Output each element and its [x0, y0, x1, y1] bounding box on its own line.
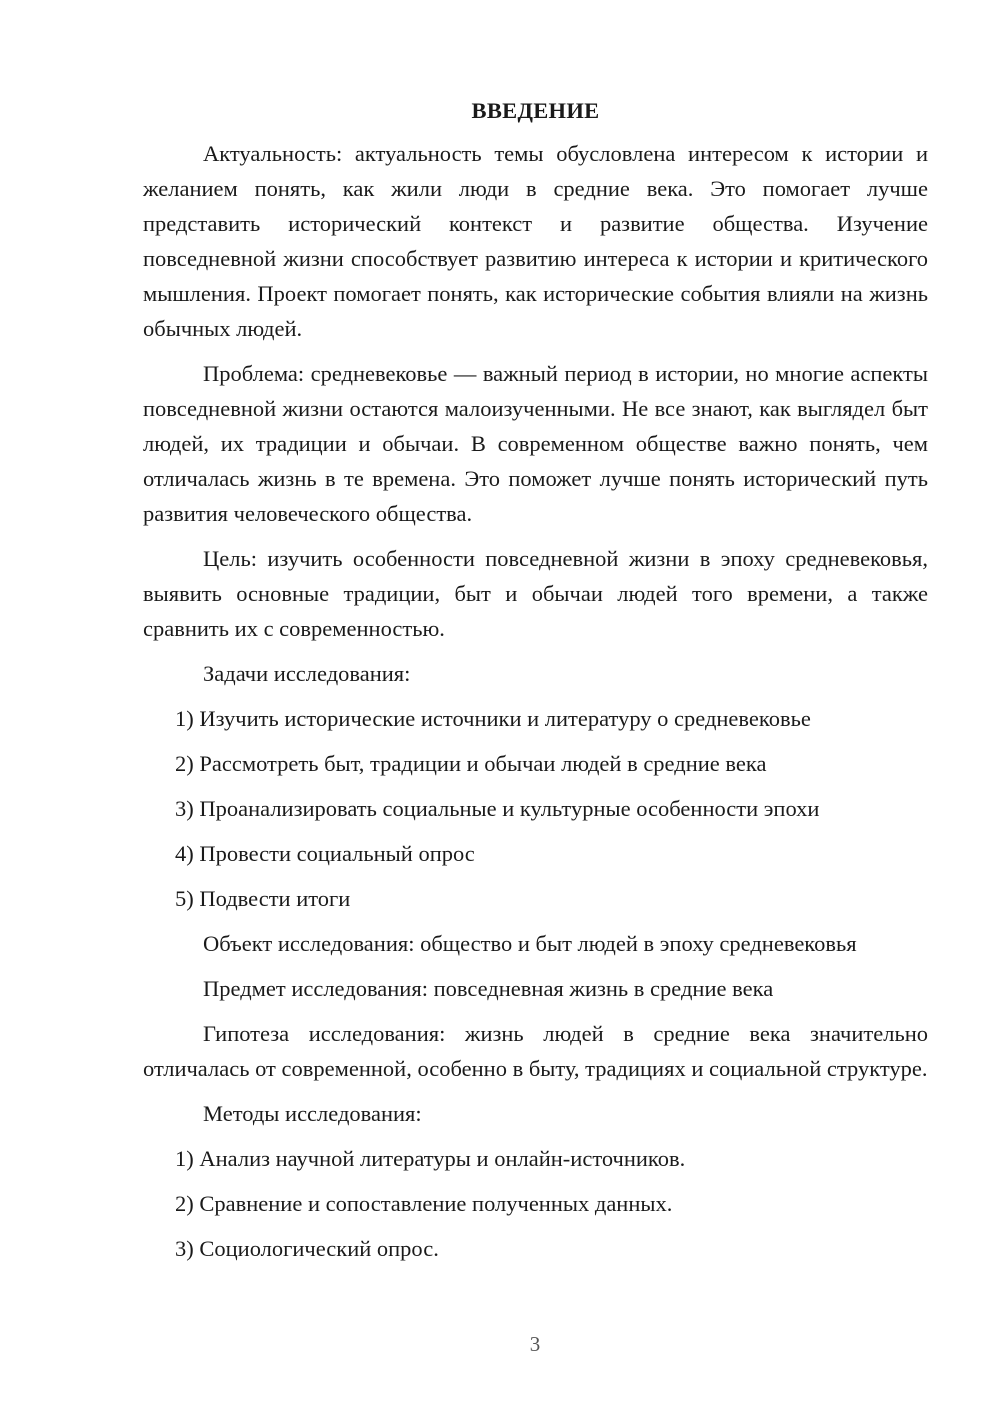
- document-page: [143, 96, 928, 1276]
- page-title: ВВЕДЕНИЕ: [471, 98, 600, 123]
- list-item: 3) Проанализировать социальные и культурные особенности эпохи: [175, 796, 820, 821]
- list-item: 4) Провести социальный опрос: [175, 841, 475, 866]
- list-item: 2) Сравнение и сопоставление полученных данных.: [175, 1191, 673, 1216]
- subject-paragraph: Предмет исследования: повседневная жизнь в средние века: [203, 976, 774, 1001]
- list-item: 3) Социологический опрос.: [175, 1236, 439, 1261]
- methods-list: [143, 1141, 928, 1266]
- tasks-list: [143, 701, 928, 916]
- tasks-heading: Задачи исследования:: [203, 661, 411, 686]
- object-paragraph: Объект исследования: общество и быт людей в эпоху средневековья: [203, 931, 857, 956]
- goal-paragraph: Цель: изучить особенности повседневной жизни в эпоху средневековья, выявить основные традиции, быт и обычаи людей того времени, а также сравнить их с современностью.: [143, 546, 928, 641]
- list-item: 1) Изучить исторические источники и литературу о средневековье: [175, 706, 811, 731]
- list-item: 1) Анализ научной литературы и онлайн-источников.: [175, 1146, 686, 1171]
- hypothesis-paragraph: Гипотеза исследования: жизнь людей в средние века значительно отличалась от современной, особенно в быту, традициях и социальной структуре.: [143, 1021, 928, 1081]
- methods-heading: Методы исследования:: [203, 1101, 422, 1126]
- problem-paragraph: Проблема: средневековье — важный период в истории, но многие аспекты повседневной жизни остаются малоизученными. Не все знают, как выглядел быт людей, их традиции и обычаи. В современном обществе важно понять, чем отличалась жизнь в те времена. Это поможет лучше понять исторический путь развития человеческого общества.: [143, 361, 928, 526]
- relevance-paragraph: Актуальность: актуальность темы обусловлена интересом к истории и желанием понять, как жили люди в средние века. Это помогает лучше представить исторический контекст и развитие общества. Изучение повседневной жизни способствует развитию интереса к истории и критического мышления. Проект помогает понять, как исторические события влияли на жизнь обычных людей.: [143, 141, 928, 341]
- list-item: 2) Рассмотреть быт, традиции и обычаи людей в средние века: [175, 751, 767, 776]
- page-number: 3: [529, 1332, 541, 1356]
- list-item: 5) Подвести итоги: [175, 886, 351, 911]
